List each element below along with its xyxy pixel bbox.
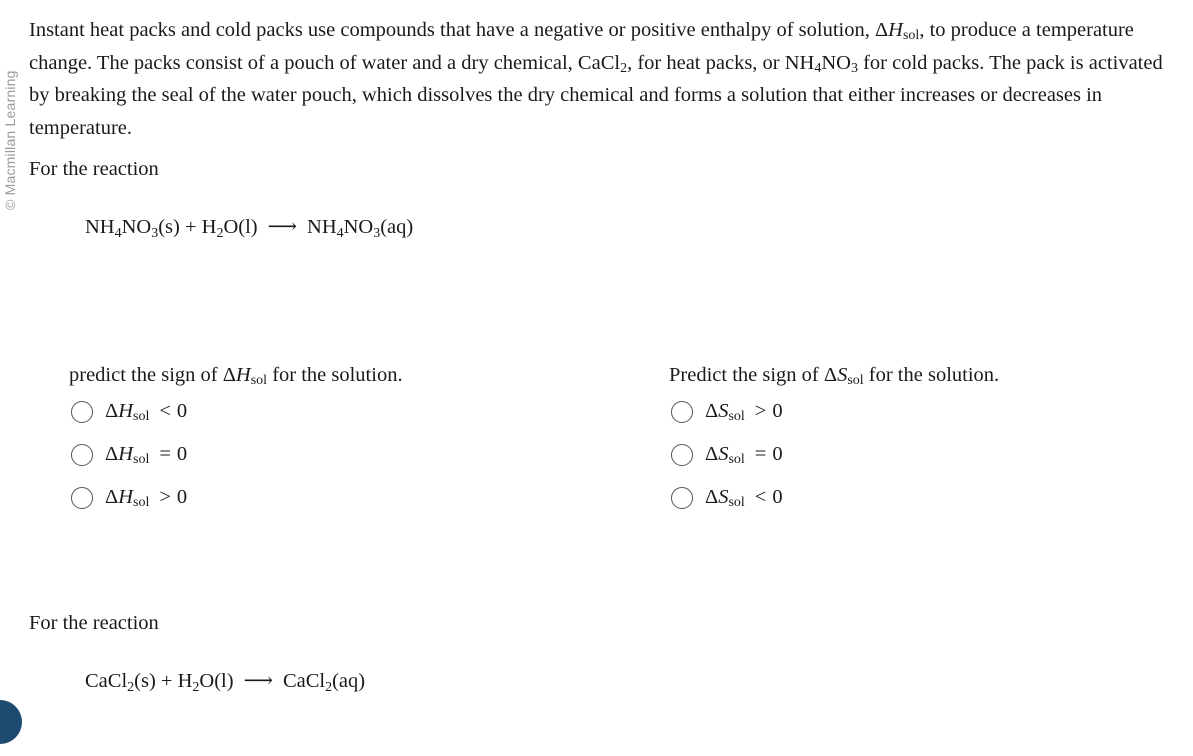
radio-button[interactable] [71,487,93,509]
option-label: $\Delta S_{sol} > 0$ [705,400,783,424]
help-button[interactable] [0,700,22,744]
reaction-1-label: For the reaction [29,158,159,180]
entropy-question-prompt: Predict the sign of $\Delta S_{sol}$ for the solution. [669,364,1000,388]
intro-paragraph: Instant heat packs and cold packs use compounds that have a negative or positive enthalpy of solution, $\Delta H_{sol}$, to produce a temperature change. The packs consist of a pouch of water and a dry chemical, CaCl$_2$, for heat packs, or $NH_4NO_3$ for cold packs. The pack is activated by breaking the seal of the water pouch, which dissolves the dry chemical and forms a solution that either increases or decreases in temperature. [29,19,1163,139]
entropy-option-negative[interactable] [671,476,999,519]
enthalpy-option-zero[interactable] [71,433,403,476]
option-label: $\Delta H_{sol} < 0$ [105,400,188,424]
reaction-arrow-icon: ⟶ [243,670,273,692]
copyright-watermark: © Macmillan Learning [2,70,18,210]
entropy-option-positive[interactable] [671,390,999,433]
enthalpy-question [69,360,403,519]
option-label: $\Delta H_{sol} = 0$ [105,443,188,467]
reaction-2-label: For the reaction [29,612,159,634]
reaction-arrow-icon: ⟶ [267,216,298,238]
radio-button[interactable] [671,487,693,509]
enthalpy-question-prompt: predict the sign of $\Delta H_{sol}$ for the solution. [69,364,403,388]
radio-button[interactable] [71,401,93,423]
radio-button[interactable] [71,444,93,466]
radio-button[interactable] [671,444,693,466]
reaction-2-equation: CaCl$_2$(s) + $H_2O(l)$ ⟶ CaCl$_2$(aq) [85,670,366,695]
reaction-1-equation: $NH_4NO_3(s) + H_2O(l)$ ⟶ $NH_4NO_3(aq)$ [85,216,414,241]
option-label: $\Delta S_{sol} < 0$ [705,486,783,510]
radio-button[interactable] [671,401,693,423]
option-label: $\Delta H_{sol} > 0$ [105,486,188,510]
option-label: $\Delta S_{sol} = 0$ [705,443,783,467]
enthalpy-option-negative[interactable] [71,390,403,433]
entropy-option-zero[interactable] [671,433,999,476]
enthalpy-option-positive[interactable] [71,476,403,519]
entropy-question [669,360,999,519]
